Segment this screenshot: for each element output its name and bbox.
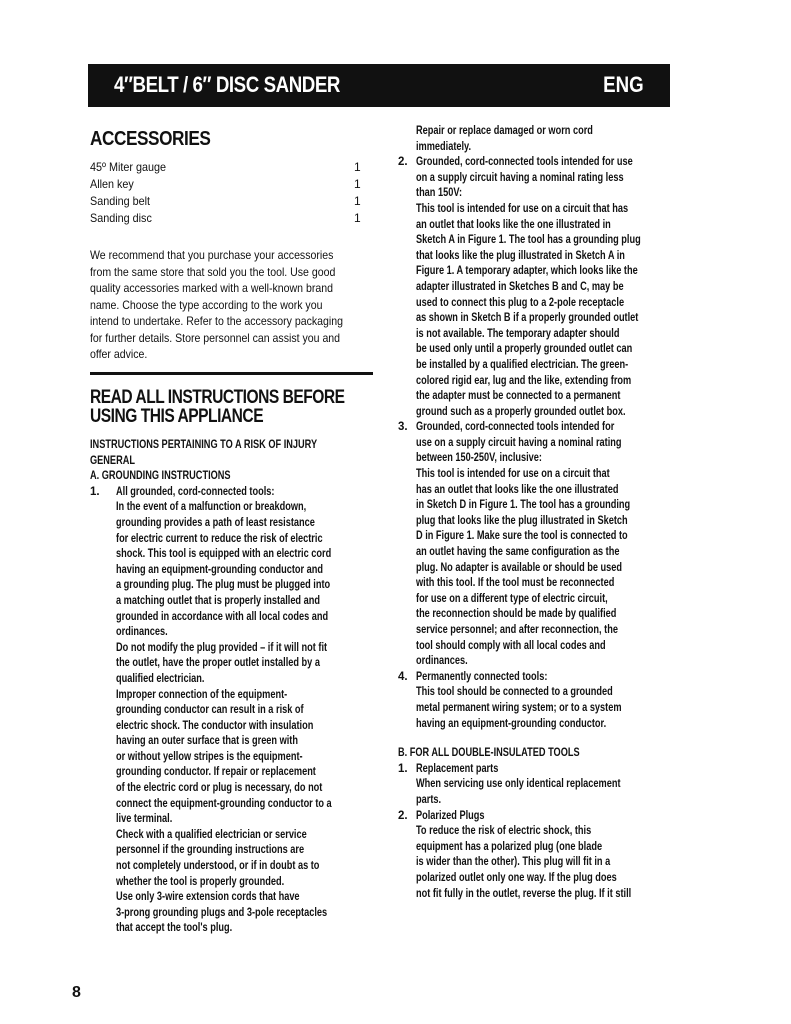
item-number: 4. [398, 670, 408, 683]
accessory-quantity: 1 [354, 211, 361, 225]
read-instructions-heading [90, 388, 400, 426]
text-line: connect the equipment-grounding conductor to a [116, 797, 332, 810]
text-line: offer advice. [90, 347, 148, 361]
text-line: Replacement parts [416, 762, 499, 775]
text-line: grounding provides a path of least resistance [116, 516, 315, 529]
section-divider [90, 372, 373, 375]
text-line: not fit fully in the outlet, reverse the plug. If it still [416, 887, 632, 900]
page-number: 8 [72, 984, 81, 1001]
text-line: This tool should be connected to a grounded [416, 686, 613, 699]
grounding-subheading: A. GROUNDING INSTRUCTIONS [90, 470, 231, 483]
text-line: whether the tool is properly grounded. [116, 875, 285, 888]
manual-title: 4″BELT / 6″ DISC SANDER [114, 72, 340, 97]
text-line: has an outlet that looks like the one illustrated [416, 483, 619, 496]
text-line: In the event of a malfunction or breakdown, [116, 501, 307, 514]
text-line: having an outer surface that is green with [116, 735, 298, 748]
text-line: grounded in accordance with all local codes and [116, 610, 329, 623]
text-line: polarized outlet only one way. If the plug does [416, 871, 617, 884]
text-line: Figure 1. A temporary adapter, which looks like the [416, 265, 638, 278]
text-line: personnel if the grounding instructions are [116, 844, 305, 857]
accessories-list [90, 159, 370, 227]
text-line: service personnel; and after reconnection, the [416, 624, 618, 636]
text-line: Repair or replace damaged or worn cord [416, 125, 593, 137]
right-column [398, 124, 698, 902]
accessory-quantity: 1 [354, 160, 361, 174]
text-line: plug that looks like the plug illustrated in Sketch [416, 514, 628, 527]
text-line: be used only until a properly grounded outlet can [416, 343, 633, 356]
accessory-item [90, 176, 370, 193]
text-line: This tool is intended for use on a circuit that has [416, 202, 629, 215]
text-line: the reconnection should be made by qualified [416, 608, 617, 621]
accessory-name: Allen key [90, 177, 134, 191]
text-line: adapter illustrated in Sketches B and C, may be [416, 280, 624, 293]
accessories-section [90, 128, 380, 363]
text-line: ground such as a properly grounded outlet box. [416, 405, 626, 418]
text-line: of the electric cord or plug is necessary, do not [116, 782, 323, 795]
text-line: name. Choose the type according to the work you [90, 297, 323, 312]
text-line: an outlet having the same configuration as the [416, 546, 620, 559]
text-line: Grounded, cord-connected tools intended for [416, 421, 615, 434]
text-line: tool should comply with all local codes and [416, 639, 606, 652]
accessories-heading: ACCESSORIES [90, 128, 211, 150]
accessory-name: Sanding belt [90, 194, 151, 208]
item-text [398, 809, 698, 903]
text-line: shock. This tool is equipped with an electric cord [116, 548, 332, 561]
text-line: an outlet that looks like the one illustrated in [416, 218, 611, 231]
text-line: metal permanent wiring system; or to a system [416, 701, 622, 714]
item-text [398, 420, 698, 670]
text-line: Grounded, cord-connected tools intended for use [416, 156, 633, 169]
text-line: the adapter must be connected to a permanent [416, 390, 621, 403]
list-item [398, 670, 698, 732]
text-line: ordinances. [416, 655, 468, 668]
accessory-name: 45º Miter gauge [90, 160, 166, 174]
text-line: grounding conductor. If repair or replacement [116, 766, 316, 779]
text-line: is not available. The temporary adapter should [416, 327, 620, 340]
text-line: that looks like the plug illustrated in Sketch A in [416, 249, 625, 262]
text-line: This tool is intended for use on a circuit that [416, 468, 610, 481]
text-line: a matching outlet that is properly installed and [116, 594, 320, 607]
accessory-quantity: 1 [354, 194, 361, 208]
list-item [398, 762, 698, 809]
item-number: 3. [398, 421, 408, 434]
text-line: To reduce the risk of electric shock, this [416, 825, 592, 838]
text-line: When servicing use only identical replacement [416, 778, 621, 791]
text-line: having an equipment-grounding conductor. [416, 717, 607, 730]
text-line: from the same store that sold you the tool. Use good [90, 264, 336, 279]
text-line: as shown in Sketch B if a properly grounded outlet [416, 312, 639, 325]
accessory-name: Sanding disc [90, 211, 152, 225]
text-line: Improper connection of the equipment- [116, 688, 288, 701]
item-text [398, 155, 698, 420]
text-line: intend to undertake. Refer to the accessory packaging [90, 314, 344, 328]
text-line: Sketch A in Figure 1. The tool has a grounding plug [416, 234, 641, 247]
text-line: or without yellow stripes is the equipment- [116, 750, 303, 763]
text-line: electric shock. The conductor with insulation [116, 719, 314, 732]
accessory-item [90, 159, 370, 176]
item-text [398, 762, 698, 809]
text-line: Polarized Plugs [416, 809, 485, 822]
text-line: immediately. [416, 140, 472, 153]
text-line: parts. [416, 793, 442, 806]
text-line: for use on a different type of electric circuit, [416, 592, 608, 605]
text-line: equipment has a polarized plug (one blade [416, 840, 603, 853]
text-line: D in Figure 1. Make sure the tool is connected to [416, 530, 628, 543]
text-line: the outlet, have the proper outlet installed by a [116, 657, 320, 670]
text-line: All grounded, cord-connected tools: [116, 485, 275, 498]
item-number: 1. [90, 485, 100, 498]
accessory-item [90, 210, 370, 227]
text-line: ordinances. [116, 626, 168, 639]
general-subheading: GENERAL [90, 454, 135, 467]
text-line: a grounding plug. The plug must be plugged into [116, 579, 331, 592]
text-line: used to connect this plug to a 2-pole receptacle [416, 296, 625, 309]
text-line: is wider than the other). This plug will fit in a [416, 856, 611, 869]
heading-line: USING THIS APPLIANCE [90, 406, 264, 427]
text-line: colored rigid ear, lug and the like, extending from [416, 374, 632, 387]
text-line: in Sketch D in Figure 1. The tool has a grounding [416, 499, 631, 512]
list-item [398, 420, 698, 670]
text-line: than 150V: [416, 187, 463, 200]
heading-line: READ ALL INSTRUCTIONS BEFORE [90, 387, 345, 408]
accessory-item [90, 193, 370, 210]
text-line: quality accessories marked with a well-known brand [90, 281, 333, 295]
text-line: We recommend that you purchase your accessories [90, 248, 334, 262]
text-line: with this tool. If the tool must be reconnected [416, 577, 615, 590]
item-number: 2. [398, 156, 408, 169]
grounding-instructions [90, 438, 380, 937]
list-item [398, 155, 698, 420]
accessories-recommendation [90, 247, 380, 363]
text-line: for electric current to reduce the risk of electric [116, 532, 323, 545]
language-code: ENG [603, 72, 644, 97]
double-insulated-subheading: B. FOR ALL DOUBLE-INSULATED TOOLS [398, 747, 580, 760]
continued-text [398, 124, 698, 155]
header-banner [88, 64, 670, 107]
text-line: not completely understood, or if in doubt as to [116, 860, 320, 873]
text-line: 3-prong grounding plugs and 3-pole receptacles [116, 906, 328, 919]
item-text [398, 670, 698, 732]
text-line: on a supply circuit having a nominal rating less [416, 171, 624, 184]
text-line: live terminal. [116, 813, 173, 826]
text-line: use on a supply circuit having a nominal rating [416, 436, 622, 449]
text-line: be installed by a qualified electrician. The green- [416, 358, 629, 371]
text-line: Use only 3-wire extension cords that have [116, 891, 300, 904]
text-line: Do not modify the plug provided – if it will not fit [116, 641, 328, 654]
text-line: for further details. Store personnel can assist you and [90, 330, 341, 345]
text-line: grounding conductor can result in a risk of [116, 704, 304, 717]
risk-of-injury-subheading: INSTRUCTIONS PERTAINING TO A RISK OF INJURY [90, 439, 318, 451]
item-number: 2. [398, 809, 408, 822]
text-line: that accept the tool's plug. [116, 922, 233, 935]
text-line: qualified electrician. [116, 672, 205, 685]
item-text [90, 485, 380, 937]
text-line: between 150-250V, inclusive: [416, 452, 542, 465]
list-item [90, 485, 380, 937]
text-line: having an equipment-grounding conductor and [116, 563, 323, 576]
list-item [398, 809, 698, 903]
text-line: plug. No adapter is available or should be used [416, 561, 623, 574]
text-line: Permanently connected tools: [416, 670, 548, 683]
accessory-quantity: 1 [354, 177, 361, 191]
text-line: Check with a qualified electrician or service [116, 828, 307, 841]
item-number: 1. [398, 762, 408, 775]
